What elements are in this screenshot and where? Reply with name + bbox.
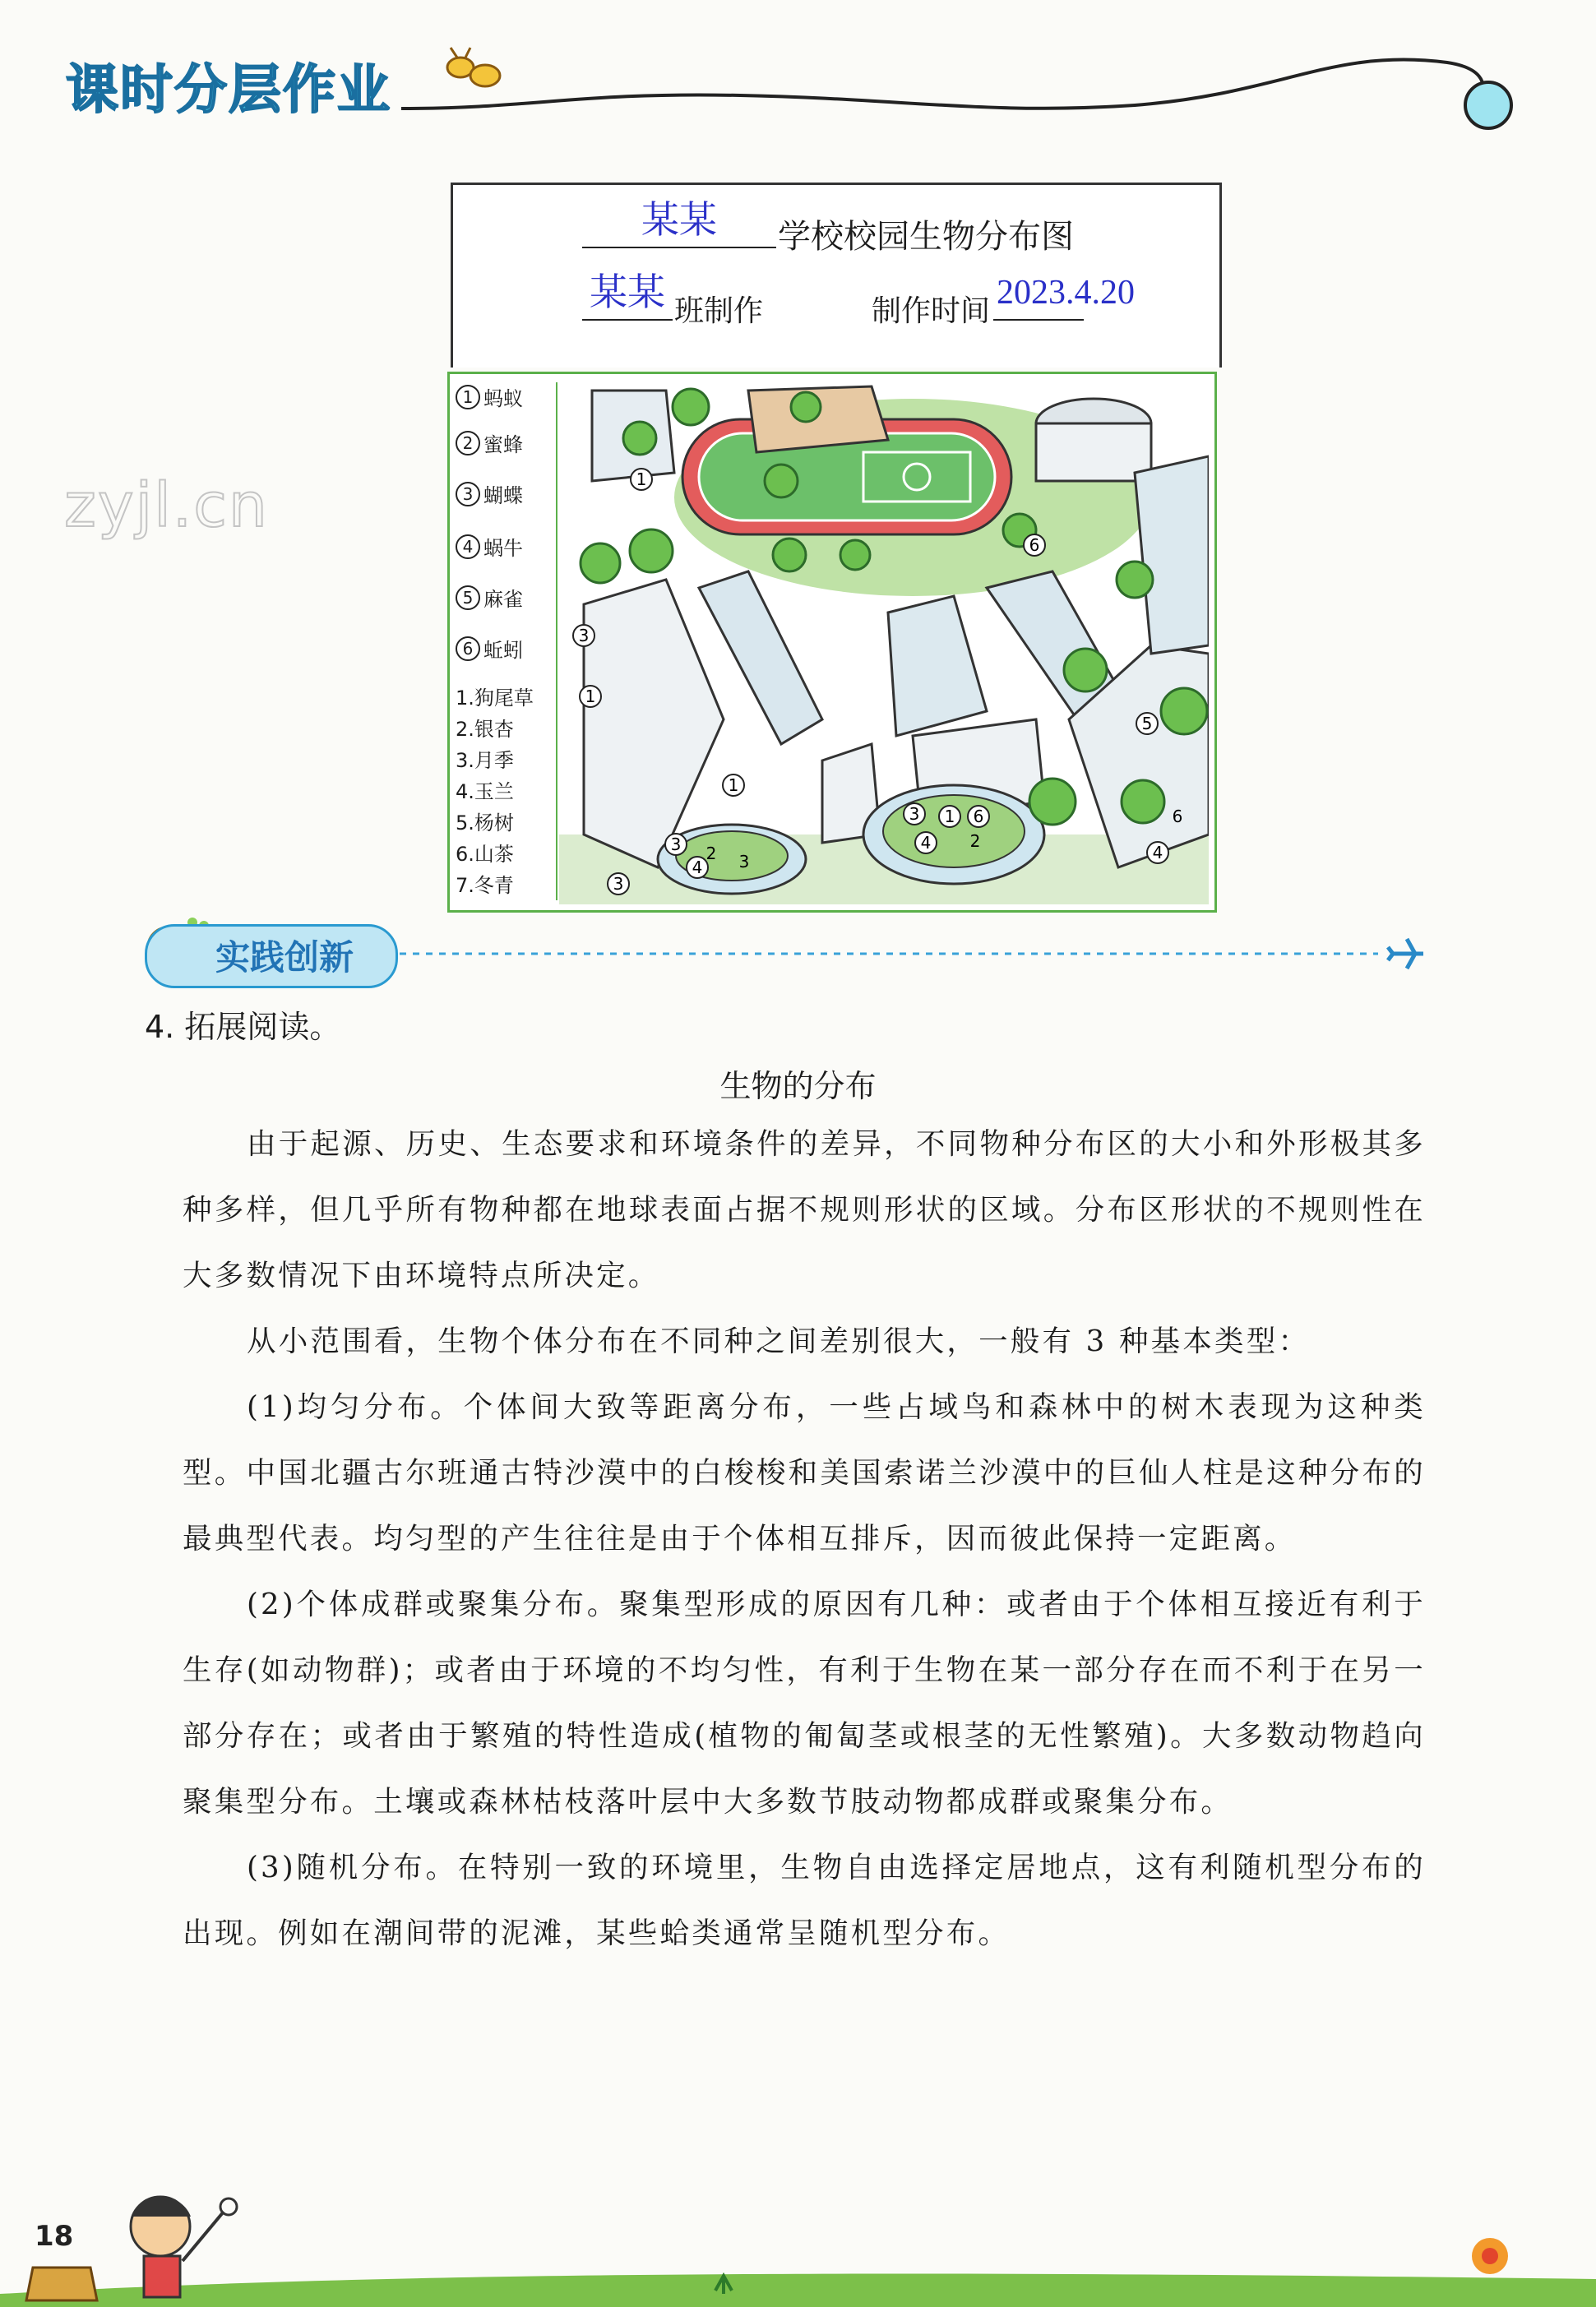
svg-text:6: 6 [1029, 535, 1040, 555]
legend-plant: 4.玉兰 [456, 780, 514, 803]
svg-text:2: 2 [969, 831, 981, 851]
legend-animal: 6 蚯蚓 [456, 634, 523, 663]
legend-plant: 1.狗尾草 [456, 687, 534, 710]
svg-text:1: 1 [585, 687, 596, 706]
class-suffix: 班制作 [674, 294, 764, 328]
legend-plant: 5.杨树 [456, 811, 514, 834]
article-paragraph: 从小范围看，生物个体分布在不同种之间差别很大，一般有 3 种基本类型： [247, 1325, 1311, 1358]
legend-plant: 2.银杏 [456, 718, 514, 741]
article-paragraph: 由于起源、历史、生态要求和环境条件的差异，不同物种分布区的大小和外形极其多种多样，但几乎所有物种都在地球表面占据不规则形状的区域。分布区形状的不规则性在大多数情况下由环境特点所决定。 [183, 1127, 1426, 1292]
football-field [699, 433, 995, 520]
map-legend [456, 382, 557, 900]
footer-decoration [0, 2171, 1596, 2307]
legend-plant: 3.月季 [456, 749, 514, 772]
school-name-blank [582, 196, 776, 248]
class-name: 某某 [590, 271, 665, 313]
svg-text:2: 2 [705, 844, 717, 863]
svg-text:5: 5 [1141, 714, 1153, 733]
watermark: zyjl.cn [64, 470, 269, 541]
section-banner-label: 实践创新 [215, 937, 354, 978]
legend-animal: 2 蜜蜂 [456, 428, 523, 457]
svg-text:3: 3 [670, 834, 682, 854]
page-number: 18 [35, 2220, 74, 2253]
article-paragraph: (1)均匀分布。个体间大致等距离分布，一些占域鸟和森林中的树木表现为这种类型。中国北疆古尔班通古特沙漠中的白梭梭和美国索诺兰沙漠中的巨仙人柱是这种分布的最典型代表。均匀型的产生往往是由于个体相互排斥，因而彼此保持一定距离。 [183, 1390, 1426, 1556]
question-label: 4. 拓展阅读。 [145, 1009, 341, 1045]
svg-text:4: 4 [920, 833, 932, 853]
svg-text:6: 6 [1172, 807, 1183, 826]
svg-text:3: 3 [909, 804, 920, 824]
stand-building [748, 386, 888, 452]
svg-text:3: 3 [578, 626, 590, 645]
svg-text:4: 4 [692, 858, 703, 877]
svg-text:1: 1 [636, 469, 647, 489]
boy-icon [131, 2197, 237, 2297]
article-paragraph: (2)个体成群或聚集分布。聚集型形成的原因有几种：或者由于个体相互接近有利于生存(如动物群)；或者由于环境的不均匀性，有利于生物在某一部分存在而不利于在另一部分存在；或者由于繁殖的特性造成(植物的匍匐茎或根茎的无性繁殖)。大多数动物趋向聚集型分布。土壤或森林枯枝落叶层中大多数节肢动物都成群或聚集分布。 [183, 1588, 1426, 1819]
time-value: 2023.4.20 [997, 274, 1135, 312]
butterfly-icon [447, 48, 500, 86]
legend-plant: 7.冬青 [456, 874, 514, 897]
legend-plant: 6.山茶 [456, 843, 514, 866]
svg-text:3: 3 [613, 874, 624, 894]
header-title: 课时分层作业 [66, 60, 391, 121]
school-name: 某某 [641, 199, 717, 241]
article-title: 生物的分布 [719, 1068, 877, 1104]
map-title: 学校校园生物分布图 [778, 218, 1074, 256]
svg-text:3: 3 [738, 852, 750, 871]
svg-text:1: 1 [728, 775, 739, 795]
svg-text:1: 1 [944, 807, 955, 826]
article-paragraph: (3)随机分布。在特别一致的环境里，生物自由选择定居地点，这有利随机型分布的出现。例如在潮间带的泥滩，某些蛤类通常呈随机型分布。 [183, 1851, 1426, 1950]
time-label: 制作时间 [872, 294, 991, 328]
header-decoration [0, 0, 1596, 148]
svg-text:6: 6 [973, 807, 984, 826]
flower-icon [1472, 2238, 1508, 2274]
legend-animal: 5 麻雀 [456, 583, 523, 612]
legend-animal: 4 蜗牛 [456, 532, 523, 561]
class-name-blank [582, 268, 673, 321]
page-number-sign [26, 2268, 97, 2300]
campus-illustration [559, 374, 1209, 904]
airplane-icon [1388, 939, 1423, 969]
legend-animal: 1 蚂蚁 [456, 382, 523, 411]
svg-text:4: 4 [1152, 843, 1163, 862]
legend-animal: 3 蝴蝶 [456, 479, 523, 508]
